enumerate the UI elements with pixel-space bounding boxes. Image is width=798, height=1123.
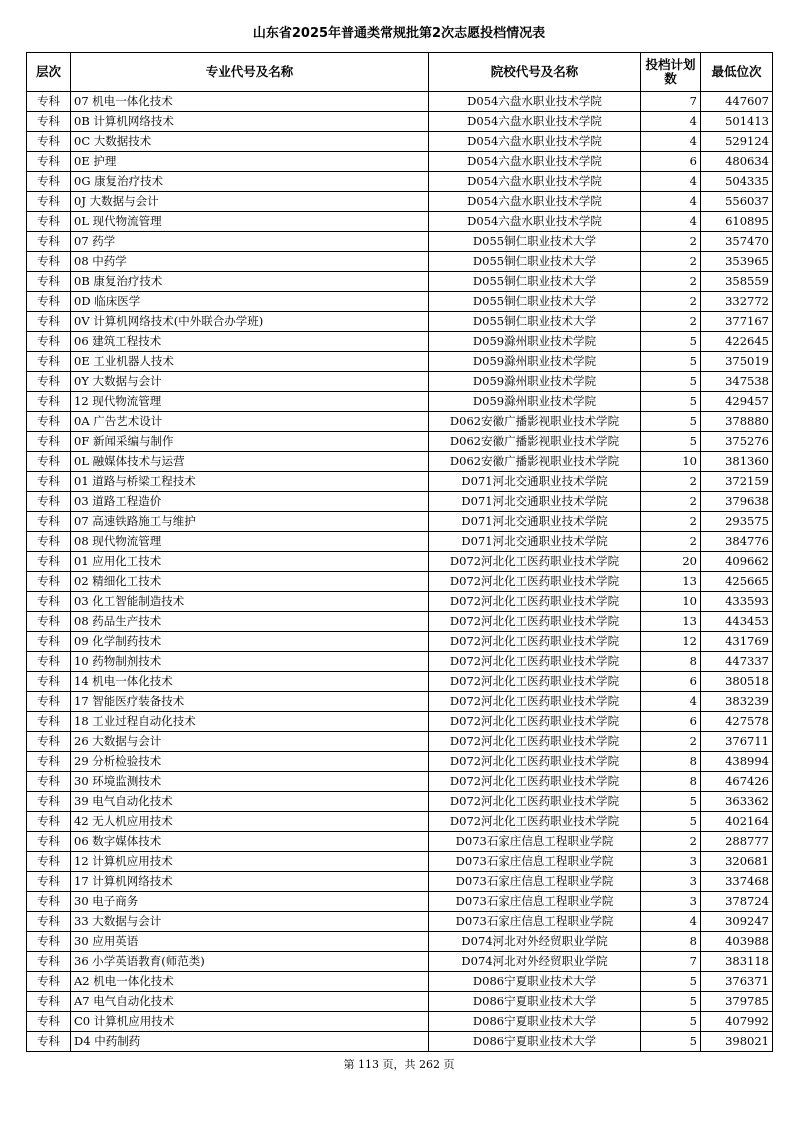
table-row xyxy=(27,792,773,812)
cell-plan: 5 xyxy=(641,372,701,392)
cell-plan: 10 xyxy=(641,592,701,612)
cell-rank: 332772 xyxy=(701,292,773,312)
cell-plan: 5 xyxy=(641,792,701,812)
cell-plan: 4 xyxy=(641,172,701,192)
page-footer: 第 113 页，共 262 页 xyxy=(343,1058,455,1071)
cell-plan: 13 xyxy=(641,612,701,632)
cell-rank: 407992 xyxy=(701,1012,773,1032)
cell-major: 12 计算机应用技术 xyxy=(71,852,429,872)
cell-major: 30 应用英语 xyxy=(71,932,429,952)
table-row xyxy=(27,712,773,732)
cell-level: 专科 xyxy=(27,292,71,312)
cell-level: 专科 xyxy=(27,932,71,952)
cell-rank: 610895 xyxy=(701,212,773,232)
cell-school: D072河北化工医药职业技术学院 xyxy=(429,792,641,812)
cell-school: D072河北化工医药职业技术学院 xyxy=(429,632,641,652)
cell-major: 26 大数据与会计 xyxy=(71,732,429,752)
cell-plan: 5 xyxy=(641,332,701,352)
cell-level: 专科 xyxy=(27,192,71,212)
cell-plan: 5 xyxy=(641,972,701,992)
cell-plan: 8 xyxy=(641,772,701,792)
cell-school: D059滁州职业技术学院 xyxy=(429,352,641,372)
cell-school: D062安徽广播影视职业技术学院 xyxy=(429,432,641,452)
cell-school: D055铜仁职业技术大学 xyxy=(429,312,641,332)
cell-major: A2 机电一体化技术 xyxy=(71,972,429,992)
cell-level: 专科 xyxy=(27,552,71,572)
cell-plan: 5 xyxy=(641,352,701,372)
cell-level: 专科 xyxy=(27,152,71,172)
cell-plan: 13 xyxy=(641,572,701,592)
cell-rank: 383118 xyxy=(701,952,773,972)
cell-level: 专科 xyxy=(27,672,71,692)
header-school: 院校代号及名称 xyxy=(429,53,641,92)
cell-major: 18 工业过程自动化技术 xyxy=(71,712,429,732)
cell-major: C0 计算机应用技术 xyxy=(71,1012,429,1032)
table-body xyxy=(27,92,773,1052)
cell-major: 12 现代物流管理 xyxy=(71,392,429,412)
cell-school: D072河北化工医药职业技术学院 xyxy=(429,812,641,832)
cell-level: 专科 xyxy=(27,172,71,192)
table-row xyxy=(27,772,773,792)
cell-school: D072河北化工医药职业技术学院 xyxy=(429,572,641,592)
cell-major: 36 小学英语教育(师范类) xyxy=(71,952,429,972)
cell-level: 专科 xyxy=(27,452,71,472)
cell-school: D072河北化工医药职业技术学院 xyxy=(429,692,641,712)
cell-school: D054六盘水职业技术学院 xyxy=(429,172,641,192)
cell-level: 专科 xyxy=(27,532,71,552)
cell-major: 0G 康复治疗技术 xyxy=(71,172,429,192)
cell-major: 06 数字媒体技术 xyxy=(71,832,429,852)
cell-rank: 379785 xyxy=(701,992,773,1012)
cell-plan: 20 xyxy=(641,552,701,572)
cell-plan: 2 xyxy=(641,272,701,292)
cell-school: D059滁州职业技术学院 xyxy=(429,332,641,352)
cell-major: 29 分析检验技术 xyxy=(71,752,429,772)
cell-rank: 501413 xyxy=(701,112,773,132)
table-row xyxy=(27,332,773,352)
cell-school: D054六盘水职业技术学院 xyxy=(429,192,641,212)
table-row xyxy=(27,852,773,872)
cell-plan: 3 xyxy=(641,872,701,892)
cell-plan: 2 xyxy=(641,832,701,852)
cell-level: 专科 xyxy=(27,312,71,332)
table-row xyxy=(27,592,773,612)
cell-level: 专科 xyxy=(27,252,71,272)
cell-level: 专科 xyxy=(27,812,71,832)
table-row xyxy=(27,532,773,552)
cell-major: 01 应用化工技术 xyxy=(71,552,429,572)
cell-major: 07 机电一体化技术 xyxy=(71,92,429,112)
table-row xyxy=(27,172,773,192)
cell-major: 0F 新闻采编与制作 xyxy=(71,432,429,452)
cell-level: 专科 xyxy=(27,412,71,432)
cell-major: 14 机电一体化技术 xyxy=(71,672,429,692)
cell-school: D054六盘水职业技术学院 xyxy=(429,112,641,132)
table-row xyxy=(27,252,773,272)
table-row xyxy=(27,412,773,432)
table-row xyxy=(27,552,773,572)
cell-level: 专科 xyxy=(27,512,71,532)
table-row xyxy=(27,352,773,372)
cell-rank: 353965 xyxy=(701,252,773,272)
table-row xyxy=(27,872,773,892)
cell-school: D074河北对外经贸职业学院 xyxy=(429,952,641,972)
cell-major: A7 电气自动化技术 xyxy=(71,992,429,1012)
cell-level: 专科 xyxy=(27,612,71,632)
cell-level: 专科 xyxy=(27,1032,71,1052)
header-rank: 最低位次 xyxy=(701,53,773,92)
table-row xyxy=(27,152,773,172)
table-row xyxy=(27,212,773,232)
table-row xyxy=(27,952,773,972)
cell-level: 专科 xyxy=(27,892,71,912)
cell-school: D071河北交通职业技术学院 xyxy=(429,492,641,512)
cell-major: 30 环境监测技术 xyxy=(71,772,429,792)
cell-plan: 2 xyxy=(641,492,701,512)
cell-major: 30 电子商务 xyxy=(71,892,429,912)
cell-level: 专科 xyxy=(27,732,71,752)
cell-school: D073石家庄信息工程职业学院 xyxy=(429,832,641,852)
cell-level: 专科 xyxy=(27,372,71,392)
cell-level: 专科 xyxy=(27,332,71,352)
table-row xyxy=(27,932,773,952)
cell-major: 0D 临床医学 xyxy=(71,292,429,312)
cell-school: D071河北交通职业技术学院 xyxy=(429,532,641,552)
table-row xyxy=(27,732,773,752)
cell-major: 06 建筑工程技术 xyxy=(71,332,429,352)
cell-plan: 6 xyxy=(641,712,701,732)
cell-rank: 288777 xyxy=(701,832,773,852)
cell-level: 专科 xyxy=(27,772,71,792)
cell-rank: 376711 xyxy=(701,732,773,752)
cell-school: D072河北化工医药职业技术学院 xyxy=(429,712,641,732)
table-row xyxy=(27,752,773,772)
table-row xyxy=(27,692,773,712)
table-row xyxy=(27,432,773,452)
cell-major: 07 药学 xyxy=(71,232,429,252)
table-row xyxy=(27,812,773,832)
cell-rank: 376371 xyxy=(701,972,773,992)
cell-level: 专科 xyxy=(27,232,71,252)
table-row xyxy=(27,392,773,412)
cell-major: 33 大数据与会计 xyxy=(71,912,429,932)
cell-rank: 556037 xyxy=(701,192,773,212)
cell-level: 专科 xyxy=(27,572,71,592)
cell-major: 07 高速铁路施工与维护 xyxy=(71,512,429,532)
cell-level: 专科 xyxy=(27,212,71,232)
cell-school: D072河北化工医药职业技术学院 xyxy=(429,652,641,672)
table-row xyxy=(27,572,773,592)
cell-school: D054六盘水职业技术学院 xyxy=(429,132,641,152)
cell-school: D072河北化工医药职业技术学院 xyxy=(429,552,641,572)
cell-major: 08 药品生产技术 xyxy=(71,612,429,632)
cell-plan: 10 xyxy=(641,452,701,472)
cell-rank: 431769 xyxy=(701,632,773,652)
cell-school: D072河北化工医药职业技术学院 xyxy=(429,772,641,792)
cell-plan: 4 xyxy=(641,692,701,712)
cell-major: D4 中药制药 xyxy=(71,1032,429,1052)
cell-level: 专科 xyxy=(27,432,71,452)
cell-plan: 5 xyxy=(641,992,701,1012)
cell-plan: 2 xyxy=(641,252,701,272)
cell-plan: 8 xyxy=(641,752,701,772)
cell-rank: 529124 xyxy=(701,132,773,152)
table-row xyxy=(27,232,773,252)
cell-school: D055铜仁职业技术大学 xyxy=(429,232,641,252)
cell-major: 0E 护理 xyxy=(71,152,429,172)
cell-school: D055铜仁职业技术大学 xyxy=(429,252,641,272)
cell-school: D054六盘水职业技术学院 xyxy=(429,152,641,172)
cell-major: 01 道路与桥梁工程技术 xyxy=(71,472,429,492)
cell-school: D071河北交通职业技术学院 xyxy=(429,472,641,492)
page-title: 山东省2025年普通类常规批第2次志愿投档情况表 xyxy=(252,26,546,41)
cell-school: D086宁夏职业技术大学 xyxy=(429,992,641,1012)
cell-major: 0B 计算机网络技术 xyxy=(71,112,429,132)
cell-major: 08 中药学 xyxy=(71,252,429,272)
cell-major: 0A 广告艺术设计 xyxy=(71,412,429,432)
cell-rank: 438994 xyxy=(701,752,773,772)
table-row xyxy=(27,652,773,672)
cell-plan: 5 xyxy=(641,812,701,832)
cell-rank: 381360 xyxy=(701,452,773,472)
cell-plan: 6 xyxy=(641,152,701,172)
cell-plan: 7 xyxy=(641,92,701,112)
cell-rank: 467426 xyxy=(701,772,773,792)
cell-school: D055铜仁职业技术大学 xyxy=(429,292,641,312)
cell-major: 39 电气自动化技术 xyxy=(71,792,429,812)
cell-rank: 337468 xyxy=(701,872,773,892)
cell-level: 专科 xyxy=(27,652,71,672)
table-row xyxy=(27,372,773,392)
cell-major: 0C 大数据技术 xyxy=(71,132,429,152)
cell-school: D072河北化工医药职业技术学院 xyxy=(429,612,641,632)
cell-school: D072河北化工医药职业技术学院 xyxy=(429,672,641,692)
cell-rank: 363362 xyxy=(701,792,773,812)
cell-rank: 398021 xyxy=(701,1032,773,1052)
cell-school: D071河北交通职业技术学院 xyxy=(429,512,641,532)
cell-school: D086宁夏职业技术大学 xyxy=(429,1032,641,1052)
cell-rank: 372159 xyxy=(701,472,773,492)
cell-rank: 383239 xyxy=(701,692,773,712)
cell-plan: 4 xyxy=(641,212,701,232)
cell-plan: 4 xyxy=(641,112,701,132)
cell-plan: 5 xyxy=(641,1032,701,1052)
table-row xyxy=(27,472,773,492)
cell-plan: 5 xyxy=(641,412,701,432)
cell-plan: 2 xyxy=(641,232,701,252)
cell-school: D073石家庄信息工程职业学院 xyxy=(429,872,641,892)
cell-major: 09 化学制药技术 xyxy=(71,632,429,652)
table-row xyxy=(27,492,773,512)
cell-rank: 309247 xyxy=(701,912,773,932)
cell-rank: 320681 xyxy=(701,852,773,872)
cell-rank: 422645 xyxy=(701,332,773,352)
cell-plan: 3 xyxy=(641,852,701,872)
cell-major: 0L 现代物流管理 xyxy=(71,212,429,232)
cell-level: 专科 xyxy=(27,592,71,612)
cell-school: D072河北化工医药职业技术学院 xyxy=(429,592,641,612)
cell-school: D072河北化工医药职业技术学院 xyxy=(429,752,641,772)
cell-level: 专科 xyxy=(27,392,71,412)
cell-major: 17 计算机网络技术 xyxy=(71,872,429,892)
cell-major: 08 现代物流管理 xyxy=(71,532,429,552)
cell-rank: 443453 xyxy=(701,612,773,632)
table-row xyxy=(27,192,773,212)
cell-school: D054六盘水职业技术学院 xyxy=(429,212,641,232)
table-row xyxy=(27,672,773,692)
cell-level: 专科 xyxy=(27,1012,71,1032)
cell-plan: 8 xyxy=(641,932,701,952)
cell-level: 专科 xyxy=(27,992,71,1012)
cell-rank: 378880 xyxy=(701,412,773,432)
cell-rank: 378724 xyxy=(701,892,773,912)
cell-level: 专科 xyxy=(27,832,71,852)
header-plan: 投档计划数 xyxy=(641,53,701,92)
table-row xyxy=(27,292,773,312)
table-row xyxy=(27,312,773,332)
table-row xyxy=(27,1032,773,1052)
cell-major: 42 无人机应用技术 xyxy=(71,812,429,832)
cell-rank: 447607 xyxy=(701,92,773,112)
cell-level: 专科 xyxy=(27,912,71,932)
cell-school: D074河北对外经贸职业学院 xyxy=(429,932,641,952)
table-row xyxy=(27,1012,773,1032)
cell-rank: 357470 xyxy=(701,232,773,252)
table-row xyxy=(27,272,773,292)
cell-school: D054六盘水职业技术学院 xyxy=(429,92,641,112)
table-row xyxy=(27,992,773,1012)
cell-plan: 2 xyxy=(641,292,701,312)
cell-level: 专科 xyxy=(27,112,71,132)
cell-school: D086宁夏职业技术大学 xyxy=(429,1012,641,1032)
cell-level: 专科 xyxy=(27,792,71,812)
cell-plan: 4 xyxy=(641,912,701,932)
cell-major: 17 智能医疗装备技术 xyxy=(71,692,429,712)
admission-table xyxy=(26,52,773,1052)
cell-major: 03 化工智能制造技术 xyxy=(71,592,429,612)
cell-rank: 409662 xyxy=(701,552,773,572)
cell-school: D072河北化工医药职业技术学院 xyxy=(429,732,641,752)
cell-rank: 480634 xyxy=(701,152,773,172)
cell-level: 专科 xyxy=(27,972,71,992)
cell-major: 0V 计算机网络技术(中外联合办学班) xyxy=(71,312,429,332)
table-row xyxy=(27,892,773,912)
table-row xyxy=(27,632,773,652)
cell-rank: 377167 xyxy=(701,312,773,332)
cell-rank: 375019 xyxy=(701,352,773,372)
table-row xyxy=(27,92,773,112)
cell-rank: 402164 xyxy=(701,812,773,832)
cell-school: D073石家庄信息工程职业学院 xyxy=(429,912,641,932)
cell-plan: 2 xyxy=(641,472,701,492)
cell-plan: 6 xyxy=(641,672,701,692)
table-row xyxy=(27,112,773,132)
cell-rank: 429457 xyxy=(701,392,773,412)
cell-rank: 427578 xyxy=(701,712,773,732)
cell-rank: 384776 xyxy=(701,532,773,552)
cell-level: 专科 xyxy=(27,712,71,732)
cell-rank: 293575 xyxy=(701,512,773,532)
cell-school: D062安徽广播影视职业技术学院 xyxy=(429,452,641,472)
cell-rank: 358559 xyxy=(701,272,773,292)
table-header-row xyxy=(27,53,773,92)
cell-plan: 2 xyxy=(641,512,701,532)
cell-rank: 447337 xyxy=(701,652,773,672)
cell-plan: 4 xyxy=(641,132,701,152)
cell-level: 专科 xyxy=(27,632,71,652)
cell-school: D062安徽广播影视职业技术学院 xyxy=(429,412,641,432)
cell-major: 10 药物制剂技术 xyxy=(71,652,429,672)
cell-school: D059滁州职业技术学院 xyxy=(429,372,641,392)
cell-plan: 2 xyxy=(641,312,701,332)
table-row xyxy=(27,832,773,852)
cell-level: 专科 xyxy=(27,472,71,492)
cell-level: 专科 xyxy=(27,872,71,892)
cell-plan: 4 xyxy=(641,192,701,212)
table-row xyxy=(27,612,773,632)
cell-level: 专科 xyxy=(27,492,71,512)
cell-plan: 5 xyxy=(641,432,701,452)
cell-level: 专科 xyxy=(27,852,71,872)
cell-school: D073石家庄信息工程职业学院 xyxy=(429,852,641,872)
cell-major: 02 精细化工技术 xyxy=(71,572,429,592)
cell-plan: 5 xyxy=(641,392,701,412)
cell-rank: 504335 xyxy=(701,172,773,192)
cell-school: D059滁州职业技术学院 xyxy=(429,392,641,412)
header-major: 专业代号及名称 xyxy=(71,53,429,92)
cell-level: 专科 xyxy=(27,92,71,112)
table-row xyxy=(27,512,773,532)
cell-level: 专科 xyxy=(27,272,71,292)
table-row xyxy=(27,912,773,932)
cell-rank: 380518 xyxy=(701,672,773,692)
table-row xyxy=(27,972,773,992)
cell-plan: 8 xyxy=(641,652,701,672)
cell-level: 专科 xyxy=(27,952,71,972)
cell-level: 专科 xyxy=(27,352,71,372)
cell-plan: 12 xyxy=(641,632,701,652)
cell-major: 0J 大数据与会计 xyxy=(71,192,429,212)
cell-major: 0L 融媒体技术与运营 xyxy=(71,452,429,472)
cell-major: 0E 工业机器人技术 xyxy=(71,352,429,372)
cell-level: 专科 xyxy=(27,752,71,772)
cell-major: 0Y 大数据与会计 xyxy=(71,372,429,392)
cell-plan: 5 xyxy=(641,1012,701,1032)
cell-plan: 7 xyxy=(641,952,701,972)
header-level: 层次 xyxy=(27,53,71,92)
cell-school: D086宁夏职业技术大学 xyxy=(429,972,641,992)
cell-rank: 403988 xyxy=(701,932,773,952)
table-row xyxy=(27,132,773,152)
cell-school: D073石家庄信息工程职业学院 xyxy=(429,892,641,912)
cell-plan: 3 xyxy=(641,892,701,912)
cell-plan: 2 xyxy=(641,732,701,752)
cell-level: 专科 xyxy=(27,132,71,152)
cell-rank: 347538 xyxy=(701,372,773,392)
cell-school: D055铜仁职业技术大学 xyxy=(429,272,641,292)
cell-rank: 375276 xyxy=(701,432,773,452)
cell-rank: 425665 xyxy=(701,572,773,592)
cell-level: 专科 xyxy=(27,692,71,712)
table-row xyxy=(27,452,773,472)
cell-plan: 2 xyxy=(641,532,701,552)
cell-rank: 379638 xyxy=(701,492,773,512)
cell-rank: 433593 xyxy=(701,592,773,612)
cell-major: 0B 康复治疗技术 xyxy=(71,272,429,292)
cell-major: 03 道路工程造价 xyxy=(71,492,429,512)
